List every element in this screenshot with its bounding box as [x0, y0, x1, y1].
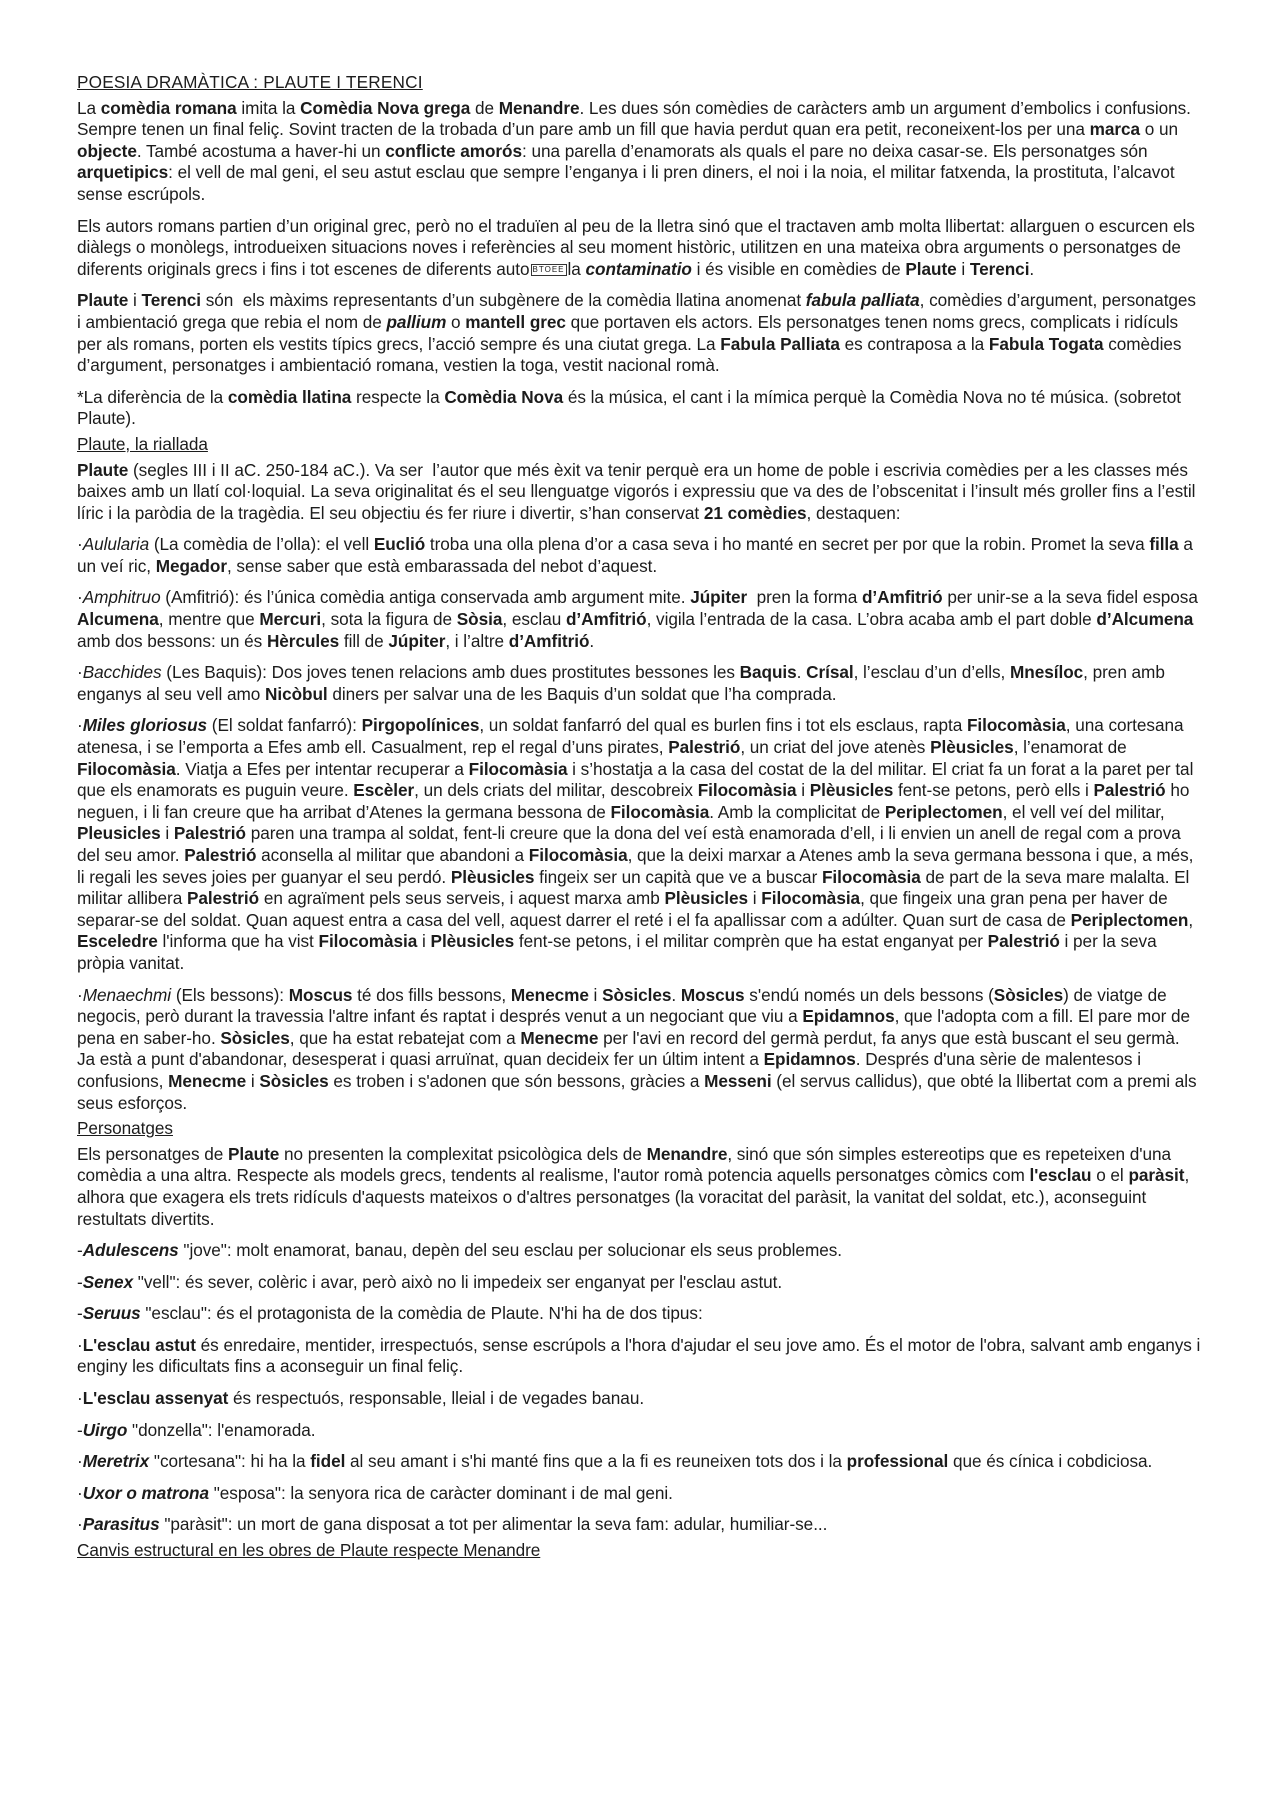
paragraph-bacchides: ·Bacchides (Les Baquis): Dos joves tenen relacions amb dues prostitutes bessones les Baquis. Crísal, l’esclau d’un d’ells, Mnesíloc, pren amb enganys al seu vell amo Nicòbul diners per salvar una de les Baquis d’un soldat que l’ha comprada. [77, 662, 1165, 704]
page-title: POESIA DRAMÀTICA : PLAUTE I TERENCI [77, 72, 423, 92]
document-page [77, 72, 1202, 1566]
paragraph-uxor: ·Uxor o matrona "esposa": la senyora rica de caràcter dominant i de mal geni. [77, 1482, 673, 1503]
paragraph-parasitus: ·Parasitus "paràsit": un mort de gana disposat a tot per alimentar la seva fam: adular, humiliar-se... [77, 1514, 828, 1535]
section-heading-canvis: Canvis estructural en les obres de Plaute respecte Menandre [77, 1540, 541, 1561]
paragraph-aulularia: ·Aulularia (La comèdia de l’olla): el vell Euclió troba una olla plena d’or a casa seva i ho manté en secret per por que la robin. Promet la seva filla a un veí ric, Megador, sense saber que està embarassada del nebot d’aquest. [77, 534, 1193, 576]
paragraph-comedia-romana: La comèdia romana imita la Comèdia Nova grega de Menandre. Les dues són comèdies de caràcters amb un argument d’embolics i confusions. Sempre tenen un final feliç. Sovint tracten de la trobada d’un pare amb un fill que havia perdut quan era petit, reconeixent-los per una marca o un objecte. També acostuma a haver-hi un conflicte amorós: una parella d’enamorats als quals el pare no deixa casar-se. Els personatges són arquetipics: el vell de mal geni, el seu astut esclau que sempre l’enganya i li pren diners, el noi i la noia, el militar fatxenda, la prostituta, l’alcavot sense escrúpols. [77, 97, 1191, 204]
paragraph-uirgo: -Uirgo "donzella": l'enamorada. [77, 1419, 316, 1440]
paragraph-senex: -Senex "vell": és sever, colèric i avar, però això no li impedeix ser enganyat per l'esclau astut. [77, 1271, 783, 1292]
paragraph-miles-gloriosus: ·Miles gloriosus (El soldat fanfarró): Pirgopolínices, un soldat fanfarró del qual es burlen fins i tot els esclaus, rapta Filocomàsia, una cortesana atenesa, i se l’emporta a Efes amb ell. Casualment, rep el regal d’uns pirates, Palestrió, un criat del jove atenès Plèusicles, l’enamorat de Filocomàsia. Viatja a Efes per intentar recuperar a Filocomàsia i s’hostatja a la casa del costat de la del militar. El criat fa un forat a la paret per tal que els enamorats es puguin veure. Escèler, un dels criats del militar, descobreix Filocomàsia i Plèusicles fent-se petons, però ells i Palestrió ho neguen, i li fan creure que ha arribat d’Atenes la germana bessona de Filocomàsia. Amb la complicitat de Periplectomen, el vell veí del militar, Pleusicles i Palestrió paren una trampa al soldat, fent-li creure que la dona del veí està enamorada d’ell, i li envien un anell de regal com a prova del seu amor. Palestrió aconsella al militar que abandoni a Filocomàsia, que la deixi marxar a Atenes amb la seva germana bessona i que, a més, li regali les seves joies per guanyar el seu perdó. Plèusicles fingeix ser un capità que ve a buscar Filocomàsia de part de la seva mare malalta. El militar allibera Palestrió en agraïment pels seus serveis, i aquest marxa amb Plèusicles i Filocomàsia, que fingeix una gran pena per haver de separar-se del soldat. Quan aquest entra a casa del vell, aquest darrer el reté i el fa apallissar com a adúlter. Quan surt de casa de Periplectomen, Esceledre l'informa que ha vist Filocomàsia i Plèusicles fent-se petons, i el militar comprèn que ha estat enganyat per Palestrió i per la seva pròpia vanitat. [77, 715, 1194, 973]
box-label: BTOEE [532, 265, 565, 275]
paragraph-seruus: -Seruus "esclau": és el protagonista de la comèdia de Plaute. N'hi ha de dos tipus: [77, 1303, 703, 1324]
paragraph-menaechmi: ·Menaechmi (Els bessons): Moscus té dos fills bessons, Menecme i Sòsicles. Moscus s'endú només un dels bessons (Sòsicles) de viatge de negocis, però durant la travessia l'altre infant és raptat i després venut a un negociant que viu a Epidamnos, que l'adopta com a fill. El pare mor de pena en saber-ho. Sòsicles, que ha estat rebatejat com a Menecme per l'avi en record del germà perdut, fa anys que està buscant el seu germà. Ja està a punt d'abandonar, desesperat i quasi arruïnat, quan decideix fer un últim intent a Epidamnos. Després d'una sèrie de malentesos i confusions, Menecme i Sòsicles es troben i s'adonen que són bessons, gràcies a Messeni (el servus callidus), que obté la llibertat com a premi als seus esforços. [77, 984, 1197, 1113]
section-heading-personatges: Personatges [77, 1118, 173, 1139]
paragraph-personatges-intro: Els personatges de Plaute no presenten la complexitat psicològica dels de Menandre, sinó que són simples estereotips que es repeteixen d'una comèdia a una altra. Respecte als models grecs, tendents al realisme, l'autor romà potencia aquells personatges còmics com l'esclau o el paràsit, alhora que exagera els trets ridículs d'aquests mateixos o d'altres personatges (la voracitat del paràsit, la vanitat del soldat, etc.), aconseguint restultats divertits. [77, 1143, 1190, 1229]
section-heading-plaute: Plaute, la riallada [77, 433, 208, 454]
paragraph-esclau-assenyat: ·L'esclau assenyat és respectuós, responsable, lleial i de vegades banau. [77, 1388, 645, 1409]
paragraph-autors-romans: Els autors romans partien d’un original grec, però no el traduïen al peu de la lletra sinó que el tractaven amb molta llibertat: allarguen o escurcen els diàlegs o monòlegs, introdueixen situacions noves i referències al seu moment històric, utilitzen en una mateixa obra arguments o personatges de diferents originals grecs i fins i tot escenes de diferents auto BTOEE la contaminatio i és visible en comèdies de Plaute i Terenci. [77, 215, 1195, 279]
paragraph-amphitruo: ·Amphitruo (Amfitrió): és l’única comèdia antiga conservada amb argument mite. Júpiter pren la forma d’Amfitrió per unir-se a la seva fidel esposa Alcumena, mentre que Mercuri, sota la figura de Sòsia, esclau d’Amfitrió, vigila l’entrada de la casa. L’obra acaba amb el part doble d’Alcumena amb dos bessons: un és Hèrcules fill de Júpiter, i l’altre d’Amfitrió. [77, 587, 1198, 651]
paragraph-esclau-astut: ·L'esclau astut és enredaire, mentider, irrespectuós, sense escrúpols a l'hora d'ajudar el seu jove amo. És el motor de l'obra, salvant amb enganys i enginy les dificultats fins a aconseguir un final feliç. [77, 1334, 1201, 1377]
paragraph-diferencia: *La diferència de la comèdia llatina respecte la Comèdia Nova és la música, el cant i la mímica perquè la Comèdia Nova no té música. (sobretot Plaute). [77, 386, 1181, 429]
paragraph-adulescens: -Adulescens "jove": molt enamorat, banau, depèn del seu esclau per solucionar els seus problemes. [77, 1240, 842, 1261]
paragraph-fabula-palliata: Plaute i Terenci són els màxims representants d’un subgènere de la comèdia llatina anomenat fabula palliata, comèdies d’argument, personatges i ambientació grega que rebia el nom de pallium o mantell grec que portaven els actors. Els personatges tenen noms grecs, complicats i ridículs per als romans, porten els vestits típics grecs, l’acció sempre és una ciutat grega. La Fabula Palliata es contraposa a la Fabula Togata comèdies d’argument, personatges i ambientació romana, vestien la toga, vestit nacional romà. [77, 290, 1196, 376]
paragraph-meretrix: ·Meretrix "cortesana": hi ha la fidel al seu amant i s'hi manté fins que a la fi es reuneixen tots dos i la professional que és cínica i cobdiciosa. [77, 1451, 1153, 1472]
paragraph-plaute-bio: Plaute (segles III i II aC. 250-184 aC.). Va ser l’autor que més èxit va tenir perquè era un home de poble i escrivia comèdies per a les classes més baixes amb un llatí col·loquial. La seva originalitat és el seu llenguatge vigorós i expressiu que va des de l’obscenitat i l’insult més groller fins a l’estil líric i la paròdia de la tragèdia. El seu objectiu és fer riure i divertir, s’han conservat 21 comèdies, destaquen: [77, 459, 1196, 523]
